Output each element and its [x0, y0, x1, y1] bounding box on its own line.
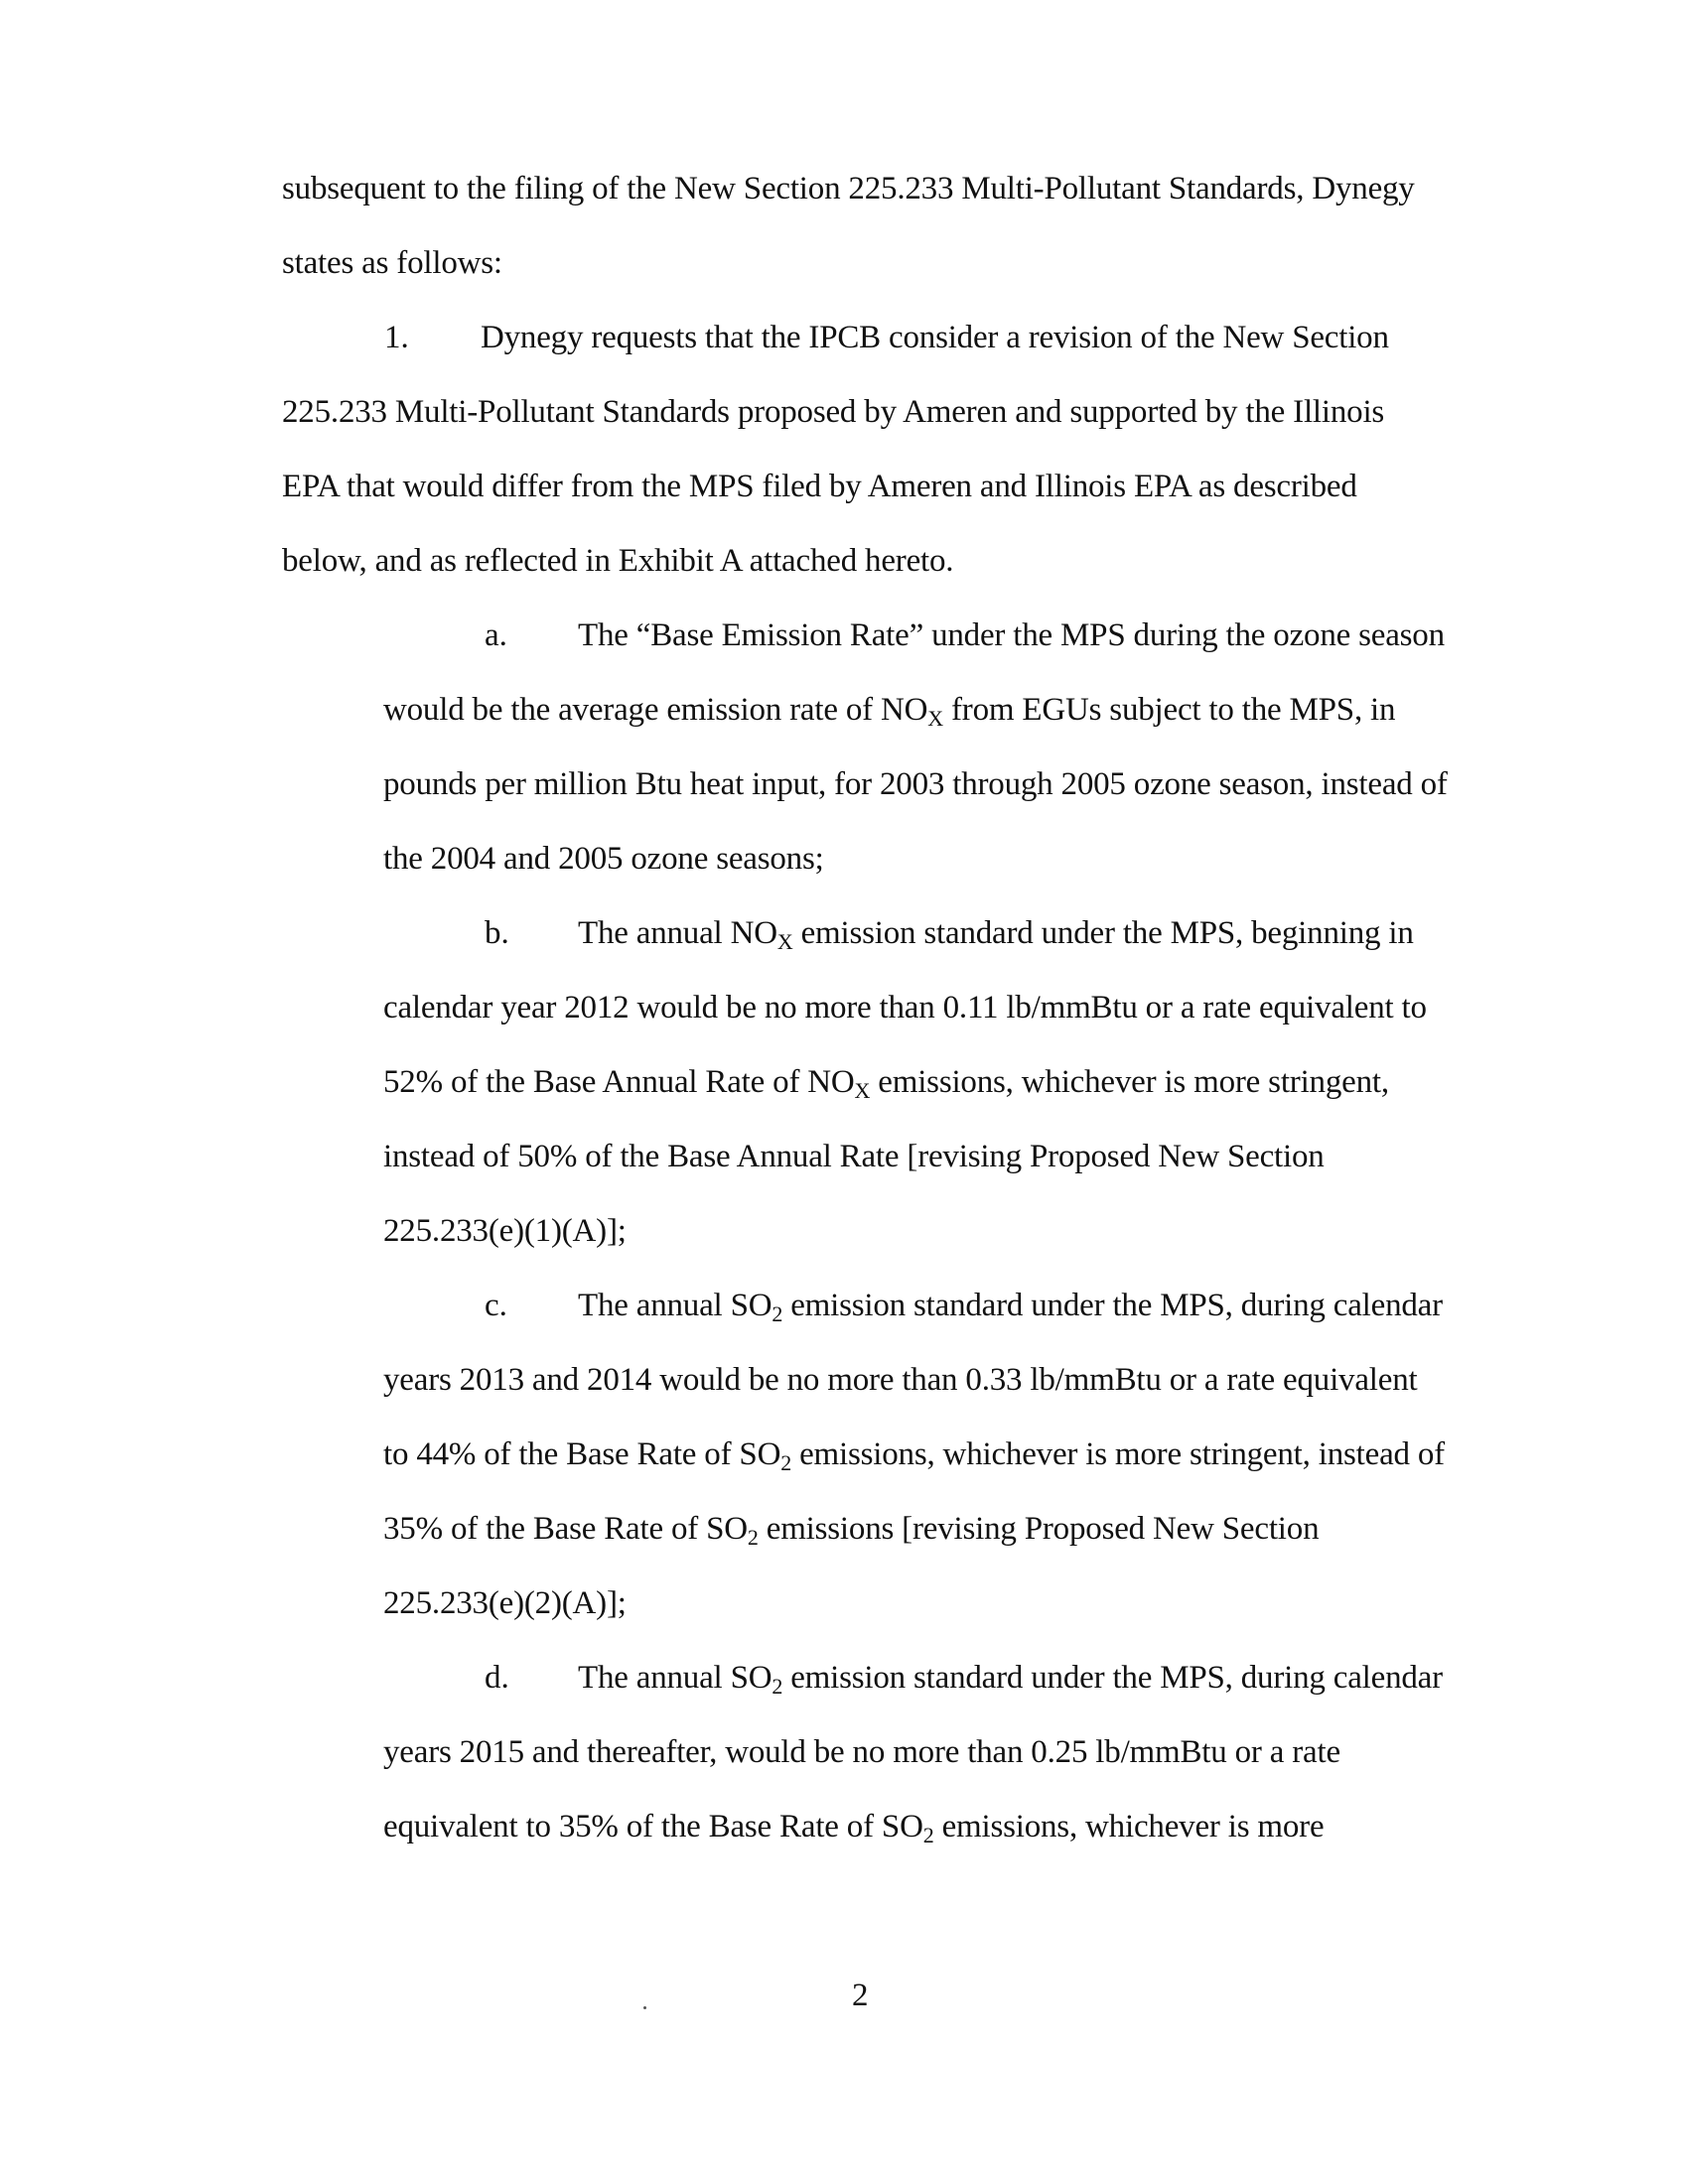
item-b-line-5: 225.233(e)(1)(A)];: [383, 1213, 627, 1249]
item-b-marker: b.: [485, 915, 509, 951]
item-c-line-5: 225.233(e)(2)(A)];: [383, 1585, 627, 1621]
item-a-line-2-text-end: from EGUs subject to the MPS, in: [942, 692, 1396, 728]
so2-subscript: 2: [780, 1450, 792, 1475]
item-b-line-4: instead of 50% of the Base Annual Rate [revising Proposed New Section: [383, 1139, 1325, 1174]
so2-subscript: 2: [772, 1674, 783, 1699]
item-a-line-1: The “Base Emission Rate” under the MPS during the ozone season: [578, 617, 1445, 653]
item-b-line-2: calendar year 2012 would be no more than 0.11 lb/mmBtu or a rate equivalent to: [383, 990, 1427, 1025]
intro-line-1: subsequent to the filing of the New Section 225.233 Multi-Pollutant Standards, Dynegy: [282, 171, 1415, 206]
item-b-line-3: [383, 1062, 1389, 1102]
so2-subscript: 2: [772, 1301, 783, 1326]
page-number: 2: [852, 1978, 869, 2013]
item-c-line-4-text-end: emissions [revising Proposed New Section: [758, 1511, 1320, 1547]
item-d-line-1-text: The annual SO: [578, 1660, 772, 1696]
nox-subscript: X: [854, 1078, 871, 1103]
item-d-line-3: [383, 1807, 1324, 1846]
so2-subscript: 2: [922, 1823, 934, 1847]
item-c-marker: c.: [485, 1288, 507, 1323]
item-d-line-2: years 2015 and thereafter, would be no more than 0.25 lb/mmBtu or a rate: [383, 1734, 1340, 1770]
item-c-line-2: years 2013 and 2014 would be no more than 0.33 lb/mmBtu or a rate equivalent: [383, 1362, 1418, 1398]
item-c-line-1-text-end: emission standard under the MPS, during calendar: [782, 1288, 1443, 1323]
item-a-line-4: the 2004 and 2005 ozone seasons;: [383, 841, 824, 877]
item-c-line-3: [383, 1434, 1445, 1474]
item-d-line-1: [578, 1658, 1443, 1698]
item-d-line-3-text-end: emissions, whichever is more: [933, 1809, 1325, 1844]
scan-speck: [643, 2006, 646, 2009]
item-a-line-2-text: would be the average emission rate of NO: [383, 692, 928, 728]
item-c-line-4-text: 35% of the Base Rate of SO: [383, 1511, 748, 1547]
item-b-line-3-text: 52% of the Base Annual Rate of NO: [383, 1064, 855, 1100]
item-d-line-3-text: equivalent to 35% of the Base Rate of SO: [383, 1809, 923, 1844]
so2-subscript: 2: [747, 1525, 759, 1550]
nox-subscript: X: [927, 706, 943, 731]
item-d-line-1-text-end: emission standard under the MPS, during calendar: [782, 1660, 1443, 1696]
item-b-line-3-text-end: emissions, whichever is more stringent,: [870, 1064, 1389, 1100]
item-c-line-3-text: to 44% of the Base Rate of SO: [383, 1436, 781, 1472]
para-1-line-2: 225.233 Multi-Pollutant Standards proposed by Ameren and supported by the Illinois: [282, 394, 1385, 430]
item-a-line-3: pounds per million Btu heat input, for 2003 through 2005 ozone season, instead of: [383, 766, 1448, 802]
item-c-line-4: [383, 1509, 1319, 1549]
para-1-line-4: below, and as reflected in Exhibit A attached hereto.: [282, 543, 954, 579]
item-a-line-2: [383, 690, 1395, 730]
item-b-line-1: [578, 913, 1414, 953]
item-d-marker: d.: [485, 1660, 509, 1696]
item-c-line-1-text: The annual SO: [578, 1288, 772, 1323]
nox-subscript: X: [776, 929, 793, 954]
item-b-line-1-text: The annual NO: [578, 915, 777, 951]
item-c-line-3-text-end: emissions, whichever is more stringent, instead of: [791, 1436, 1445, 1472]
para-1-line-3: EPA that would differ from the MPS filed by Ameren and Illinois EPA as described: [282, 469, 1357, 504]
para-1-line-1: Dynegy requests that the IPCB consider a revision of the New Section: [481, 320, 1389, 355]
item-a-marker: a.: [485, 617, 507, 653]
intro-line-2: states as follows:: [282, 245, 502, 281]
item-c-line-1: [578, 1286, 1443, 1325]
para-1-number: 1.: [384, 320, 409, 355]
item-b-line-1-text-end: emission standard under the MPS, beginning in: [792, 915, 1414, 951]
